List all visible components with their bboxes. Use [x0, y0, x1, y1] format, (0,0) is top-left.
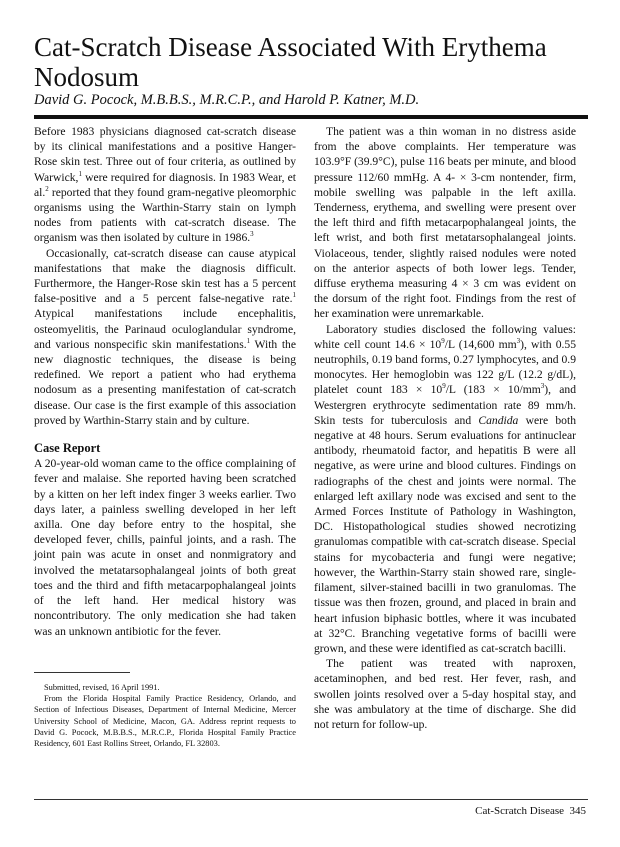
page-number: 345 [569, 805, 586, 817]
intro-paragraph-1: Before 1983 physicians diagnosed cat-scratch disease by its clinical manifestations and a positive Hanger-Rose skin test. Three out of four criteria, as outlined by Warwick,$^1$ were required for diagnosis. In 1983 Wear, et al.$^2$ reported that they found gram-negative pleomorphic organisms using the Warthin-Starry stain on lymph nodes from patients with cat-scratch disease. The organism was then isolated by culture in 1986.$^3$ [34, 125, 296, 245]
citation-ref: 1 [246, 336, 251, 345]
footer-rule [34, 799, 588, 800]
citation-ref: 1 [292, 291, 296, 300]
section-heading-case-report: Case Report [34, 441, 101, 456]
article-authors: David G. Pocock, M.B.B.S., M.R.C.P., and Harold P. Katner, M.D. [34, 92, 420, 108]
footnote-rule [34, 672, 130, 673]
citation-ref: 2 [45, 184, 49, 193]
intro-paragraph-2: Occasionally, cat-scratch disease can cause atypical manifestations that make the diagnosis difficult. Furthermore, the Hanger-Rose skin test has a 5 percent false-positive and a 5 percent false-negative rate.$^1$ Atypical manifestations include encephalitis, osteomyelitis, the Parinaud oculoglandular syndrome, and various nonspecific skin manifestations.$^1$ With the new diagnostic techniques, the disease is being redefined. We report a patient who had erythema nodosum as a presenting manifestation of cat-scratch disease. Our case is the first example of this association proved by Warthin-Starry stain and by culture. [34, 246, 297, 427]
lab-paragraph: Laboratory studies disclosed the following values: white cell count $14.6 \times 10^9/L$ (14,600 $mm^3$), with 0.55 neutrophils, 0.19 band forms, 0.27 lymphocytes, and 0.9 monocytes. Her hemoglobin was 122 g/L (12.2 g/dL), platelet count $183 \times 10^9/L$ $(183 \times 10/mm^3)$, and Westergren erythrocyte sedimentation rate 89 mm/h. Skin tests for tuberculosis and Candida were both negative at 48 hours. Serum evaluations for antinuclear antibody, rheumatoid factor, and hepatitis B were all negative, as were urine and blood cultures. Findings on radiographs of the chest and joints were normal. The enlarged left axillary node was excised and sent to the Armed Forces Institute of Pathology in Washington, DC. Histopathological studies showed necrotizing granulomas compatible with cat-scratch disease. Special stains for mycobacteria and fungi were negative; however, the Warthin-Starry stain showed rare, single-filament, silver-stained bacilli in two granulomas. The tissue was then frozen, ground, and placed in brain and heart infusion biphasic bottles, where it was incubated at 32°C. Branching vegetative forms of bacilli were grown, and these were identified as cat-scratch bacilli. [314, 322, 576, 655]
treatment-paragraph: The patient was treated with naproxen, acetaminophen, and bed rest. Her fever, rash, and swollen joints resolved over a 5-day hospital stay, and she was ambulatory at the time of discharge. She did not return for follow-up. [314, 657, 576, 731]
left-column [34, 124, 296, 639]
citation-ref: 3 [250, 230, 254, 239]
case-paragraph-1: A 20-year-old woman came to the office complaining of fever and malaise. She reported having been scratched by a kitten on her left index finger 3 weeks earlier. Two days later, a painless swelling developed in her left axilla. One day before entry to the hospital, she developed fever, chills, painful joints, and a rash. The joint pain was acute in onset and nonmigratory and involved the metatarsophalangeal joints of both great toes and the third and fifth metacarpophalangeal joints of the left hand. Her medical history was noncontributory. The only medication she had taken was an unknown antibiotic for the fever. [34, 457, 296, 638]
citation-ref: 1 [78, 169, 82, 178]
page-footer [475, 805, 586, 817]
footnote-submitted: Submitted, revised, 16 April 1991. [44, 683, 160, 692]
running-title: Cat-Scratch Disease [475, 805, 564, 817]
right-column [314, 124, 576, 732]
exam-paragraph: The patient was a thin woman in no distress aside from the above complaints. Her temperature was 103.9°F (39.9°C), pulse 116 beats per minute, and blood pressure 112/60 mmHg. A 4- × 3-cm nontender, firm, mobile swelling was palpable in the left axilla. Tenderness, erythema, and swelling were present over the left third and fifth metacarpophalangeal joints, the left wrist, and both first metatarsophalangeal joints. Violaceous, tender, slightly raised nodules were noted on the anterior aspects of both lower legs. Tender, diffuse erythema measuring 4 × 3 cm was evident on the dorsum of the right foot. Findings from the rest of her examination were unremarkable. [314, 125, 576, 321]
article-title: Cat-Scratch Disease Associated With Erythema Nodosum [34, 32, 547, 92]
footnote-affiliation: From the Florida Hospital Family Practice Residency, Orlando, and Section of Infectious Diseases, Department of Internal Medicine, Mercer University School of Medicine, Macon, GA. Address reprint requests to David G. Pocock, M.B.B.S., M.R.C.P., Florida Hospital Family Practice Residency, 601 East Rollins Street, Orlando, FL 32803. [34, 694, 296, 749]
title-rule [34, 115, 588, 119]
footnotes [34, 682, 296, 749]
